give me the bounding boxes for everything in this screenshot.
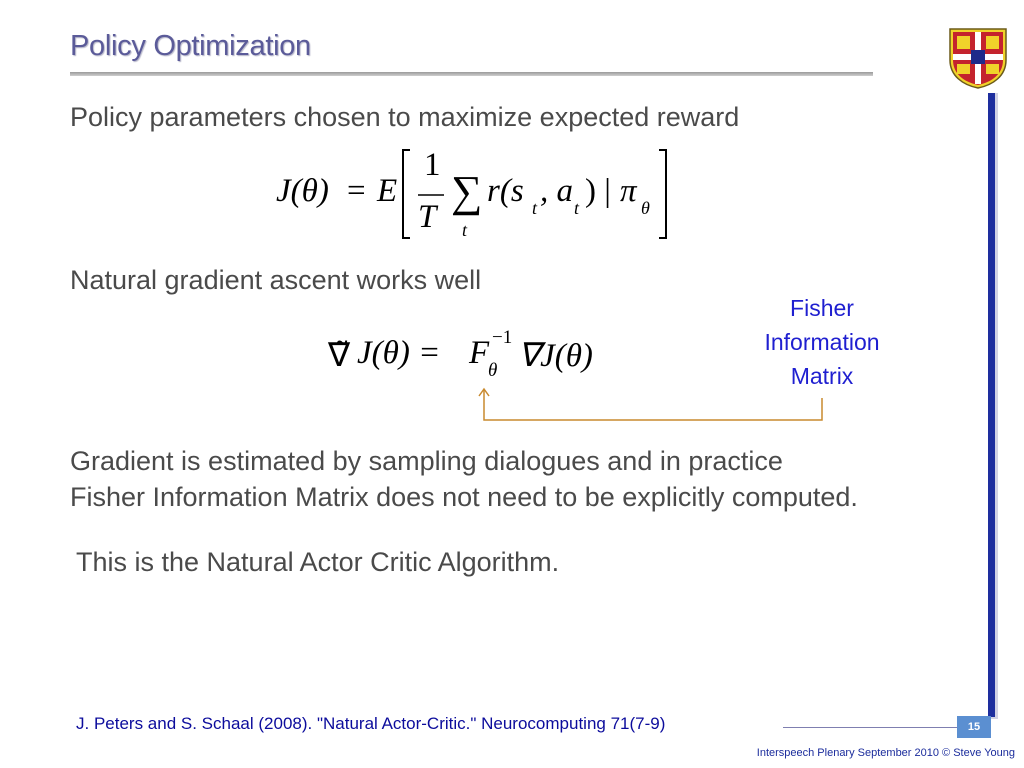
annotation-arrow	[474, 386, 834, 426]
bullet-gradient-estimate-line-1: Gradient is estimated by sampling dialogues and in practice	[70, 446, 783, 476]
fisher-annotation-line-1: Fisher	[790, 295, 854, 321]
fisher-annotation	[742, 291, 902, 393]
eq1-sub-t1: t	[532, 198, 538, 218]
eq1-close-given: ) |	[585, 173, 611, 209]
eq1-frac-denominator: T	[418, 199, 437, 235]
footer-credit: Interspeech Plenary September 2010 © Steve Young	[756, 747, 1015, 759]
eq2-inverse: −1	[492, 327, 513, 348]
bullet-natural-gradient: Natural gradient ascent works well	[70, 265, 482, 295]
eq1-lhs: J(θ)	[276, 173, 329, 209]
eq1-action: , a	[540, 173, 573, 209]
eq2-nabla-tilde: ∇̃	[328, 338, 351, 374]
eq1-equals: =	[347, 173, 366, 209]
bullet-gradient-estimate-line-2: Fisher Information Matrix does not need to be explicitly computed.	[70, 482, 858, 512]
eq2-lhs: J(θ) =	[357, 335, 449, 371]
bullet-policy-parameters: Policy parameters chosen to maximize expected reward	[70, 102, 740, 132]
eq1-policy: π	[620, 173, 637, 209]
eq2-fisher-sub: θ	[488, 360, 498, 381]
eq1-expectation: E	[377, 173, 398, 209]
side-accent-bar	[988, 93, 995, 717]
fisher-annotation-line-3: Matrix	[790, 363, 854, 389]
eq1-policy-sub: θ	[641, 198, 650, 218]
eq1-sub-t2: t	[574, 198, 580, 218]
reference-citation: J. Peters and S. Schaal (2008). "Natural Actor-Critic." Neurocomputing 71(7-9)	[76, 714, 666, 733]
eq1-sum-index: t	[462, 220, 468, 240]
page-number-badge: 15	[957, 716, 991, 738]
university-crest-icon	[947, 26, 1009, 90]
reference-rule	[783, 727, 966, 728]
eq1-frac-numerator: 1	[424, 147, 441, 183]
eq1-reward-open: r(s	[487, 173, 524, 209]
fisher-annotation-line-2: Information	[764, 329, 880, 355]
eq2-rhs: ∇J(θ)	[518, 338, 593, 374]
eq2-fisher: F	[469, 335, 490, 371]
title-underline	[70, 72, 873, 76]
bullet-natural-actor-critic: This is the Natural Actor Critic Algorithm.	[76, 547, 560, 577]
eq1-sum: ∑	[451, 167, 483, 216]
slide-title: Policy Optimization	[70, 30, 311, 62]
